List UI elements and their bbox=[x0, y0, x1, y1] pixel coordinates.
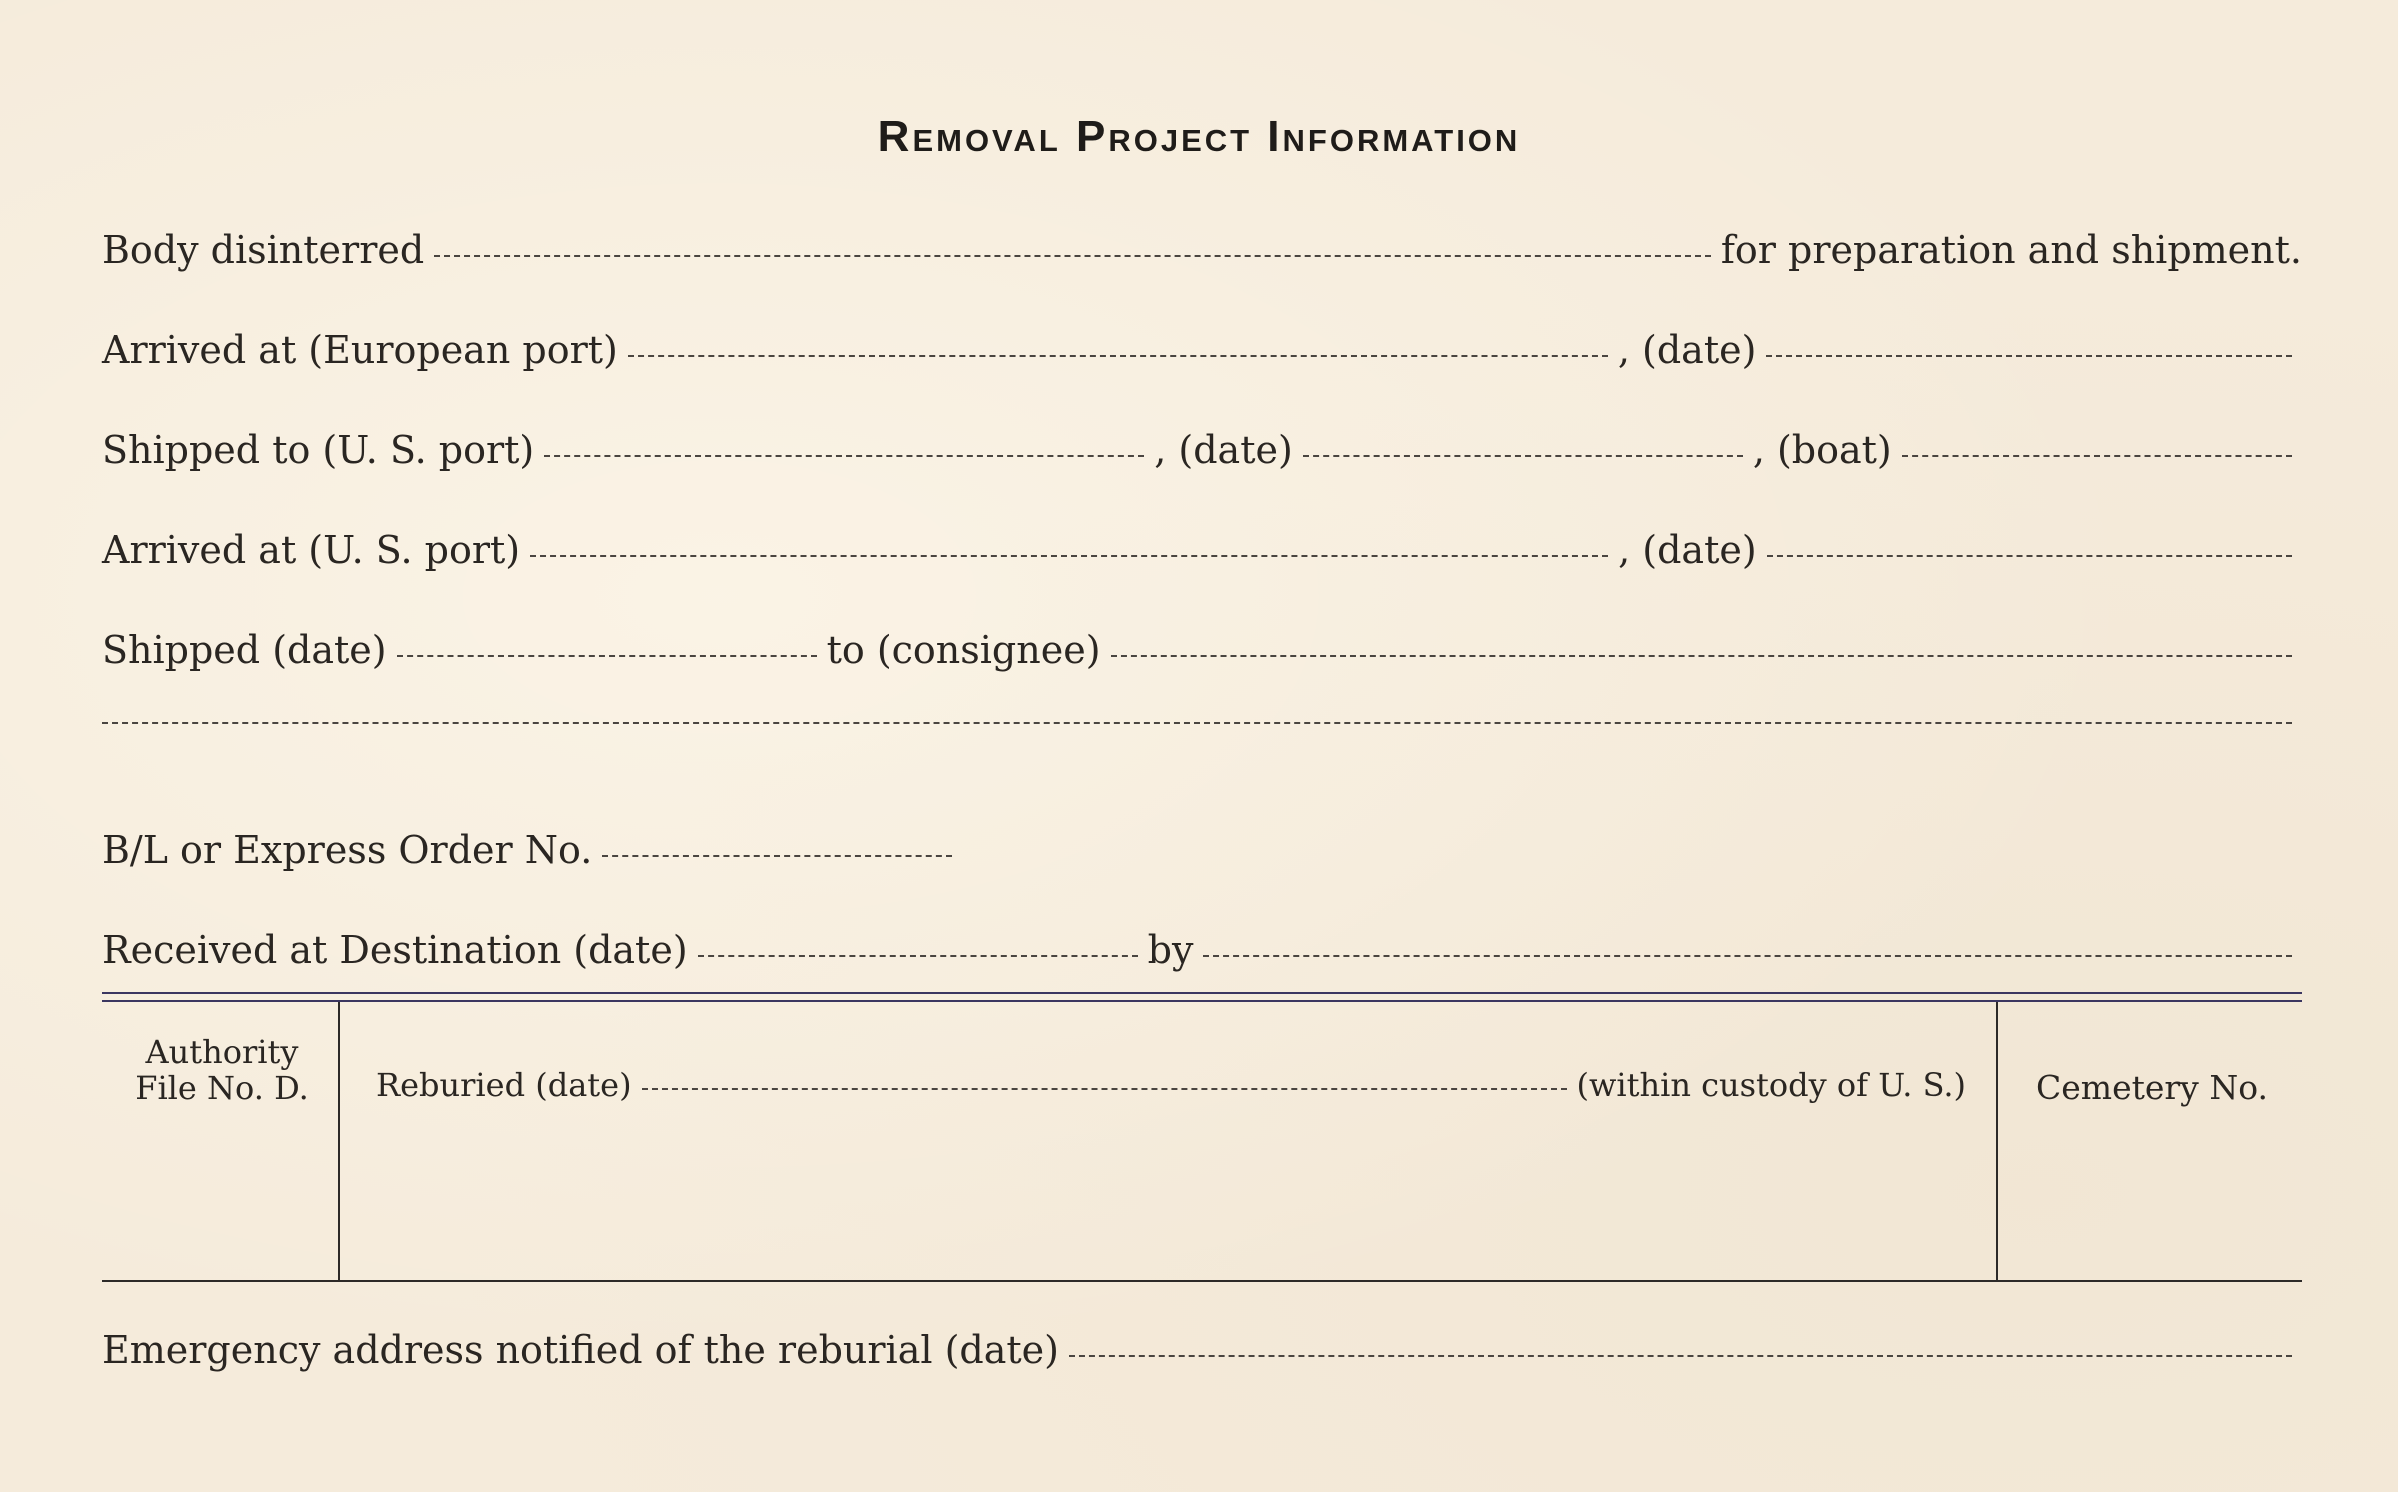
consignee-continuation-row bbox=[102, 728, 2302, 730]
shipped-date-only-label: Shipped (date) bbox=[102, 628, 387, 672]
reburied-label: Reburied (date) bbox=[376, 1066, 632, 1104]
emergency-date-field[interactable] bbox=[1069, 1355, 2292, 1357]
body-disinterred-field[interactable] bbox=[434, 255, 1711, 257]
consignee-label: to (consignee) bbox=[826, 628, 1101, 672]
arrived-european-row bbox=[102, 328, 2302, 372]
arrived-us-date-label: , (date) bbox=[1618, 528, 1757, 572]
received-date-field[interactable] bbox=[698, 955, 1138, 957]
arrived-us-date-field[interactable] bbox=[1767, 555, 2292, 557]
authority-column-divider bbox=[338, 1002, 340, 1280]
shipped-to-label: Shipped to (U. S. port) bbox=[102, 428, 535, 472]
arrived-us-row bbox=[102, 528, 2302, 572]
received-by-field[interactable] bbox=[1203, 955, 2292, 957]
bl-order-label: B/L or Express Order No. bbox=[102, 828, 593, 872]
shipped-consignee-row bbox=[102, 628, 2302, 672]
arrived-us-label: Arrived at (U. S. port) bbox=[102, 528, 521, 572]
body-disinterred-label: Body disinterred bbox=[102, 228, 425, 272]
by-label: by bbox=[1147, 928, 1194, 972]
authority-header bbox=[112, 1034, 332, 1106]
received-destination-row bbox=[102, 928, 2302, 972]
for-preparation-label: for preparation and shipment. bbox=[1720, 228, 2302, 272]
table-bottom-rule bbox=[102, 1280, 2302, 1282]
european-date-field[interactable] bbox=[1766, 355, 2292, 357]
received-destination-label: Received at Destination (date) bbox=[102, 928, 688, 972]
shipped-date-only-field[interactable] bbox=[397, 655, 817, 657]
arrived-us-port-field[interactable] bbox=[530, 555, 1608, 557]
emergency-label: Emergency address notified of the reburial (date) bbox=[102, 1328, 1059, 1372]
consignee-field[interactable] bbox=[1111, 655, 2292, 657]
cemetery-no-label: Cemetery No. bbox=[2036, 1068, 2268, 1107]
reburied-date-field[interactable] bbox=[642, 1088, 1567, 1090]
boat-field[interactable] bbox=[1902, 455, 2292, 457]
reburied-row bbox=[376, 1066, 1966, 1104]
emergency-row bbox=[102, 1328, 2302, 1372]
european-port-field[interactable] bbox=[628, 355, 1608, 357]
cemetery-column-divider bbox=[1996, 1002, 1998, 1280]
us-port-field[interactable] bbox=[544, 455, 1144, 457]
shipped-to-date-field[interactable] bbox=[1303, 455, 1743, 457]
shipped-to-row bbox=[102, 428, 2302, 472]
page-title: Removal Project Information bbox=[877, 112, 1521, 161]
boat-label: , (boat) bbox=[1752, 428, 1892, 472]
consignee-continuation-field[interactable] bbox=[102, 722, 2292, 724]
arrived-european-label: Arrived at (European port) bbox=[102, 328, 618, 372]
custody-label: (within custody of U. S.) bbox=[1576, 1066, 1966, 1104]
bl-order-field[interactable] bbox=[602, 855, 952, 857]
double-rule-divider bbox=[102, 992, 2302, 1002]
authority-label: Authority bbox=[145, 1033, 299, 1071]
body-disinterred-row bbox=[102, 228, 2302, 272]
file-no-label: File No. D. bbox=[135, 1069, 309, 1107]
bl-order-row bbox=[102, 828, 2302, 872]
european-date-label: , (date) bbox=[1617, 328, 1757, 372]
shipped-date-label: , (date) bbox=[1154, 428, 1293, 472]
